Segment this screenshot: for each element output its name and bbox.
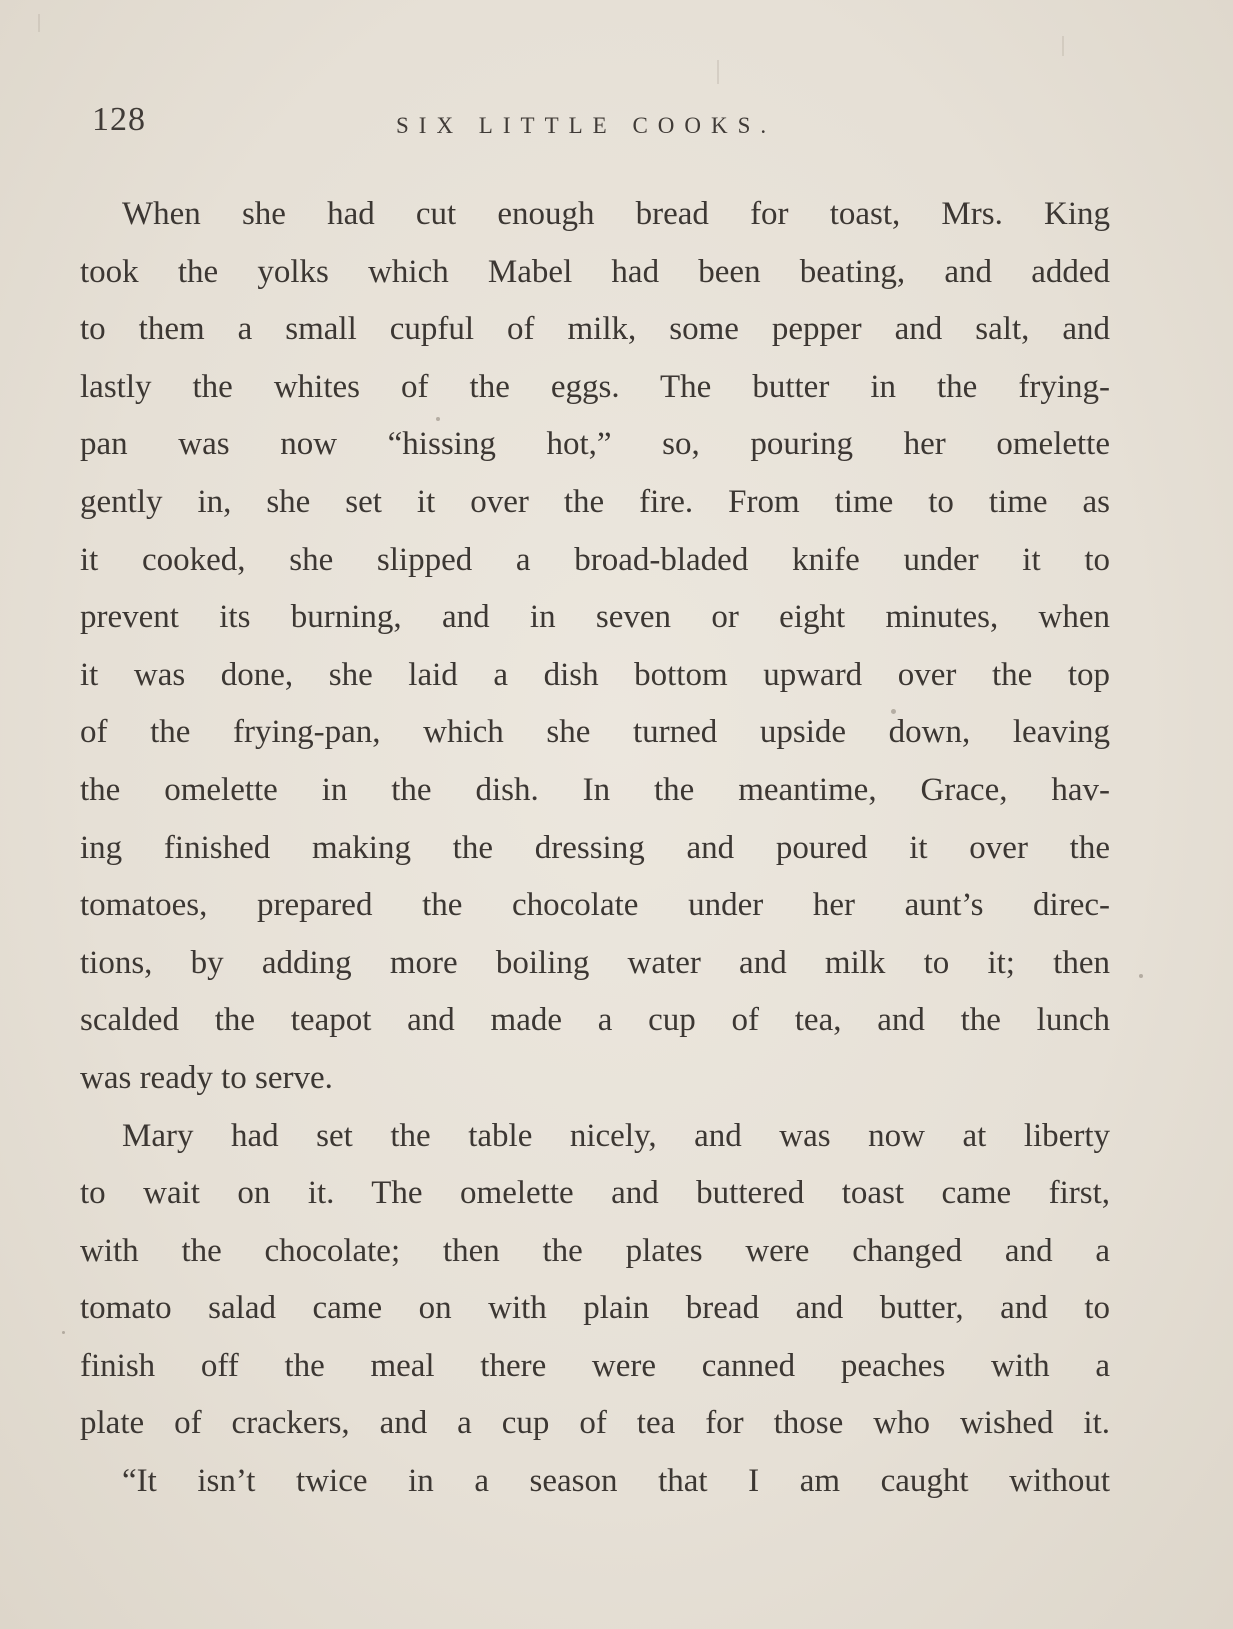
text-line: finish off the meal there were canned peaches with a: [80, 1347, 1110, 1384]
text-line: pan was now “hissing hot,” so, pouring her omelette: [80, 426, 1110, 463]
body-text: [80, 186, 1110, 1511]
text-line: the omelette in the dish. In the meantime, Grace, hav-: [80, 771, 1110, 808]
text-line: took the yolks which Mabel had been beating, and added: [80, 253, 1110, 290]
text-line: Mary had set the table nicely, and was now at liberty: [122, 1117, 1110, 1154]
text-line: lastly the whites of the eggs. The butter in the frying-: [80, 368, 1110, 405]
paper-speck: [1139, 974, 1143, 978]
text-line: to them a small cupful of milk, some pepper and salt, and: [80, 311, 1110, 348]
text-line: tomatoes, prepared the chocolate under her aunt’s direc-: [80, 887, 1110, 924]
page-header: [0, 101, 1233, 141]
text-line: to wait on it. The omelette and buttered toast came first,: [80, 1175, 1110, 1212]
text-line: tomato salad came on with plain bread and butter, and to: [80, 1290, 1110, 1327]
text-line: was ready to serve.: [80, 1059, 333, 1096]
text-line: tions, by adding more boiling water and milk to it; then: [80, 944, 1110, 981]
text-line: gently in, she set it over the fire. From time to time as: [80, 483, 1110, 520]
paper-scratch: [1062, 36, 1064, 56]
text-line: it was done, she laid a dish bottom upward over the top: [80, 656, 1110, 693]
text-line: “It isn’t twice in a season that I am caught without: [122, 1463, 1110, 1500]
running-title: SIX LITTLE COOKS.: [396, 113, 777, 138]
paper-speck: [891, 709, 896, 714]
text-line: with the chocolate; then the plates were changed and a: [80, 1232, 1110, 1269]
text-line: plate of crackers, and a cup of tea for those who wished it.: [80, 1405, 1110, 1442]
text-line: prevent its burning, and in seven or eight minutes, when: [80, 599, 1110, 636]
paper-speck: [62, 1331, 65, 1334]
paper-speck: [436, 417, 440, 421]
text-line: it cooked, she slipped a broad-bladed knife under it to: [80, 541, 1110, 578]
text-line: scalded the teapot and made a cup of tea, and the lunch: [80, 1002, 1110, 1039]
paper-scratch: [717, 60, 719, 84]
paper-scratch: [38, 14, 40, 32]
text-line: ing finished making the dressing and poured it over the: [80, 829, 1110, 866]
page-number: 128: [92, 101, 146, 138]
text-line: When she had cut enough bread for toast, Mrs. King: [122, 196, 1110, 232]
text-line: of the frying-pan, which she turned upside down, leaving: [80, 714, 1110, 751]
